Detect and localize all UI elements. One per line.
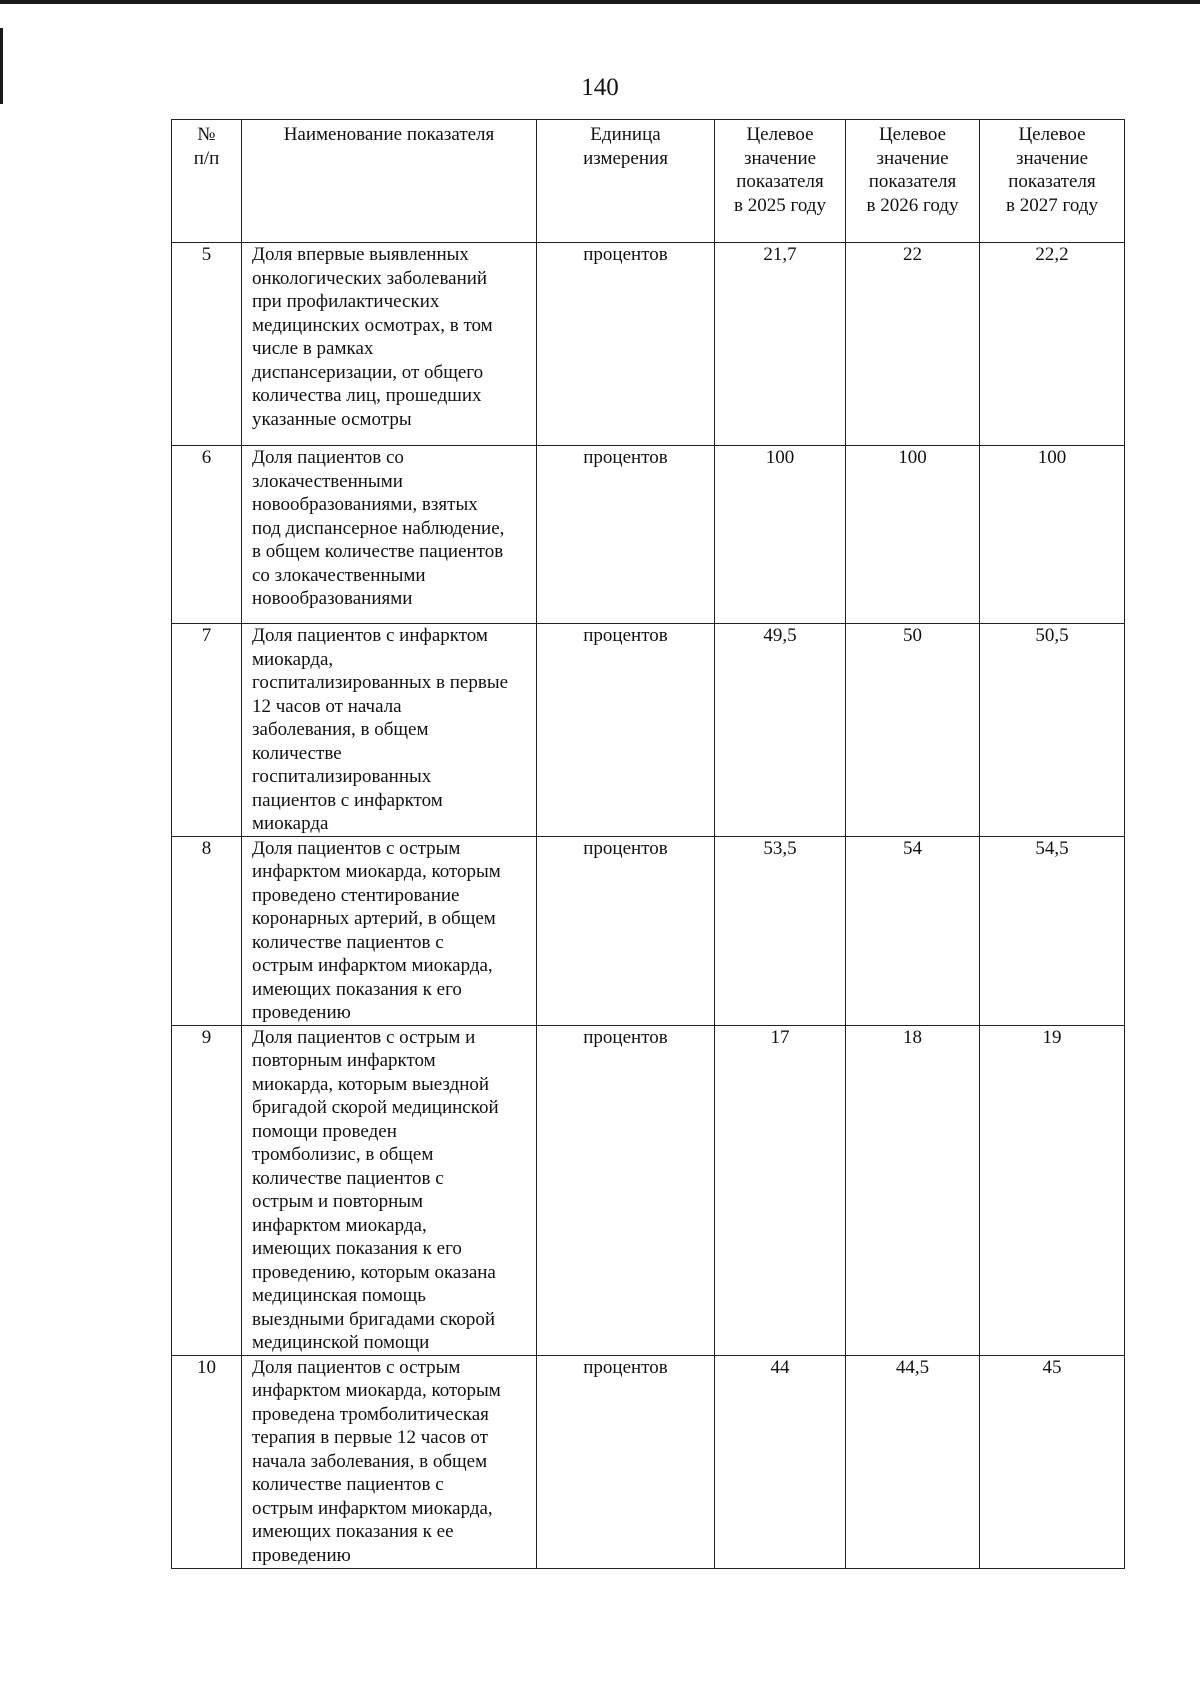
indicators-table <box>171 119 1125 1569</box>
row-indicator-name: Доля пациентов с инфарктом миокарда, госпитализированных в первые 12 часов от начала заболевания, в общем количестве госпитализированных пациентов с инфарктом миокарда <box>242 624 537 837</box>
row-value-2026: 50 <box>846 624 980 837</box>
row-indicator-name: Доля пациентов с острым инфарктом миокарда, которым проведена тромболитическая терапия в первые 12 часов от начала заболевания, в общем количестве пациентов с острым инфарктом миокарда, имеющих показания к ее проведению <box>242 1355 537 1568</box>
row-indicator-name: Доля пациентов с острым и повторным инфарктом миокарда, которым выездной бригадой скорой медицинской помощи проведен тромболизис, в общем количестве пациентов с острым и повторным инфарктом миокарда, имеющих показания к его проведению, которым оказана медицинская помощь выездными бригадами скорой медицинской помощи <box>242 1025 537 1355</box>
row-unit: процентов <box>537 1355 715 1568</box>
header-target-2027: Целевое значение показателя в 2027 году <box>980 120 1125 243</box>
row-indicator-name: Доля пациентов со злокачественными новообразованиями, взятых под диспансерное наблюдение, в общем количестве пациентов со злокачественными новообразованиями <box>242 446 537 624</box>
header-name: Наименование показателя <box>242 120 537 243</box>
row-num: 7 <box>172 624 242 837</box>
row-unit: процентов <box>537 624 715 837</box>
row-unit: процентов <box>537 243 715 446</box>
row-num: 9 <box>172 1025 242 1355</box>
row-value-2025: 21,7 <box>715 243 846 446</box>
row-value-2026: 54 <box>846 836 980 1025</box>
row-num: 10 <box>172 1355 242 1568</box>
row-unit: процентов <box>537 1025 715 1355</box>
row-num: 8 <box>172 836 242 1025</box>
row-value-2025: 44 <box>715 1355 846 1568</box>
page-number: 140 <box>581 74 619 101</box>
row-value-2027: 50,5 <box>980 624 1125 837</box>
header-target-2025: Целевое значение показателя в 2025 году <box>715 120 846 243</box>
table-row <box>172 243 1125 446</box>
header-unit: Единица измерения <box>537 120 715 243</box>
header-target-2026: Целевое значение показателя в 2026 году <box>846 120 980 243</box>
row-value-2025: 53,5 <box>715 836 846 1025</box>
row-value-2025: 17 <box>715 1025 846 1355</box>
row-value-2025: 49,5 <box>715 624 846 837</box>
table-row <box>172 836 1125 1025</box>
row-value-2027: 100 <box>980 446 1125 624</box>
row-value-2025: 100 <box>715 446 846 624</box>
row-value-2026: 100 <box>846 446 980 624</box>
scan-edge-top <box>0 0 1200 4</box>
table-row <box>172 1355 1125 1568</box>
table-row <box>172 624 1125 837</box>
row-unit: процентов <box>537 446 715 624</box>
row-value-2026: 22 <box>846 243 980 446</box>
row-indicator-name: Доля впервые выявленных онкологических заболеваний при профилактических медицинских осмотрах, в том числе в рамках диспансеризации, от общего количества лиц, прошедших указанные осмотры <box>242 243 537 446</box>
row-unit: процентов <box>537 836 715 1025</box>
row-num: 5 <box>172 243 242 446</box>
row-indicator-name: Доля пациентов с острым инфарктом миокарда, которым проведено стентирование коронарных артерий, в общем количестве пациентов с острым инфарктом миокарда, имеющих показания к его проведению <box>242 836 537 1025</box>
table-row <box>172 1025 1125 1355</box>
row-value-2027: 54,5 <box>980 836 1125 1025</box>
row-value-2027: 22,2 <box>980 243 1125 446</box>
row-value-2027: 19 <box>980 1025 1125 1355</box>
row-num: 6 <box>172 446 242 624</box>
row-value-2026: 18 <box>846 1025 980 1355</box>
table-row <box>172 446 1125 624</box>
table-header-row <box>172 120 1125 243</box>
header-num: № п/п <box>172 120 242 243</box>
row-value-2026: 44,5 <box>846 1355 980 1568</box>
row-value-2027: 45 <box>980 1355 1125 1568</box>
